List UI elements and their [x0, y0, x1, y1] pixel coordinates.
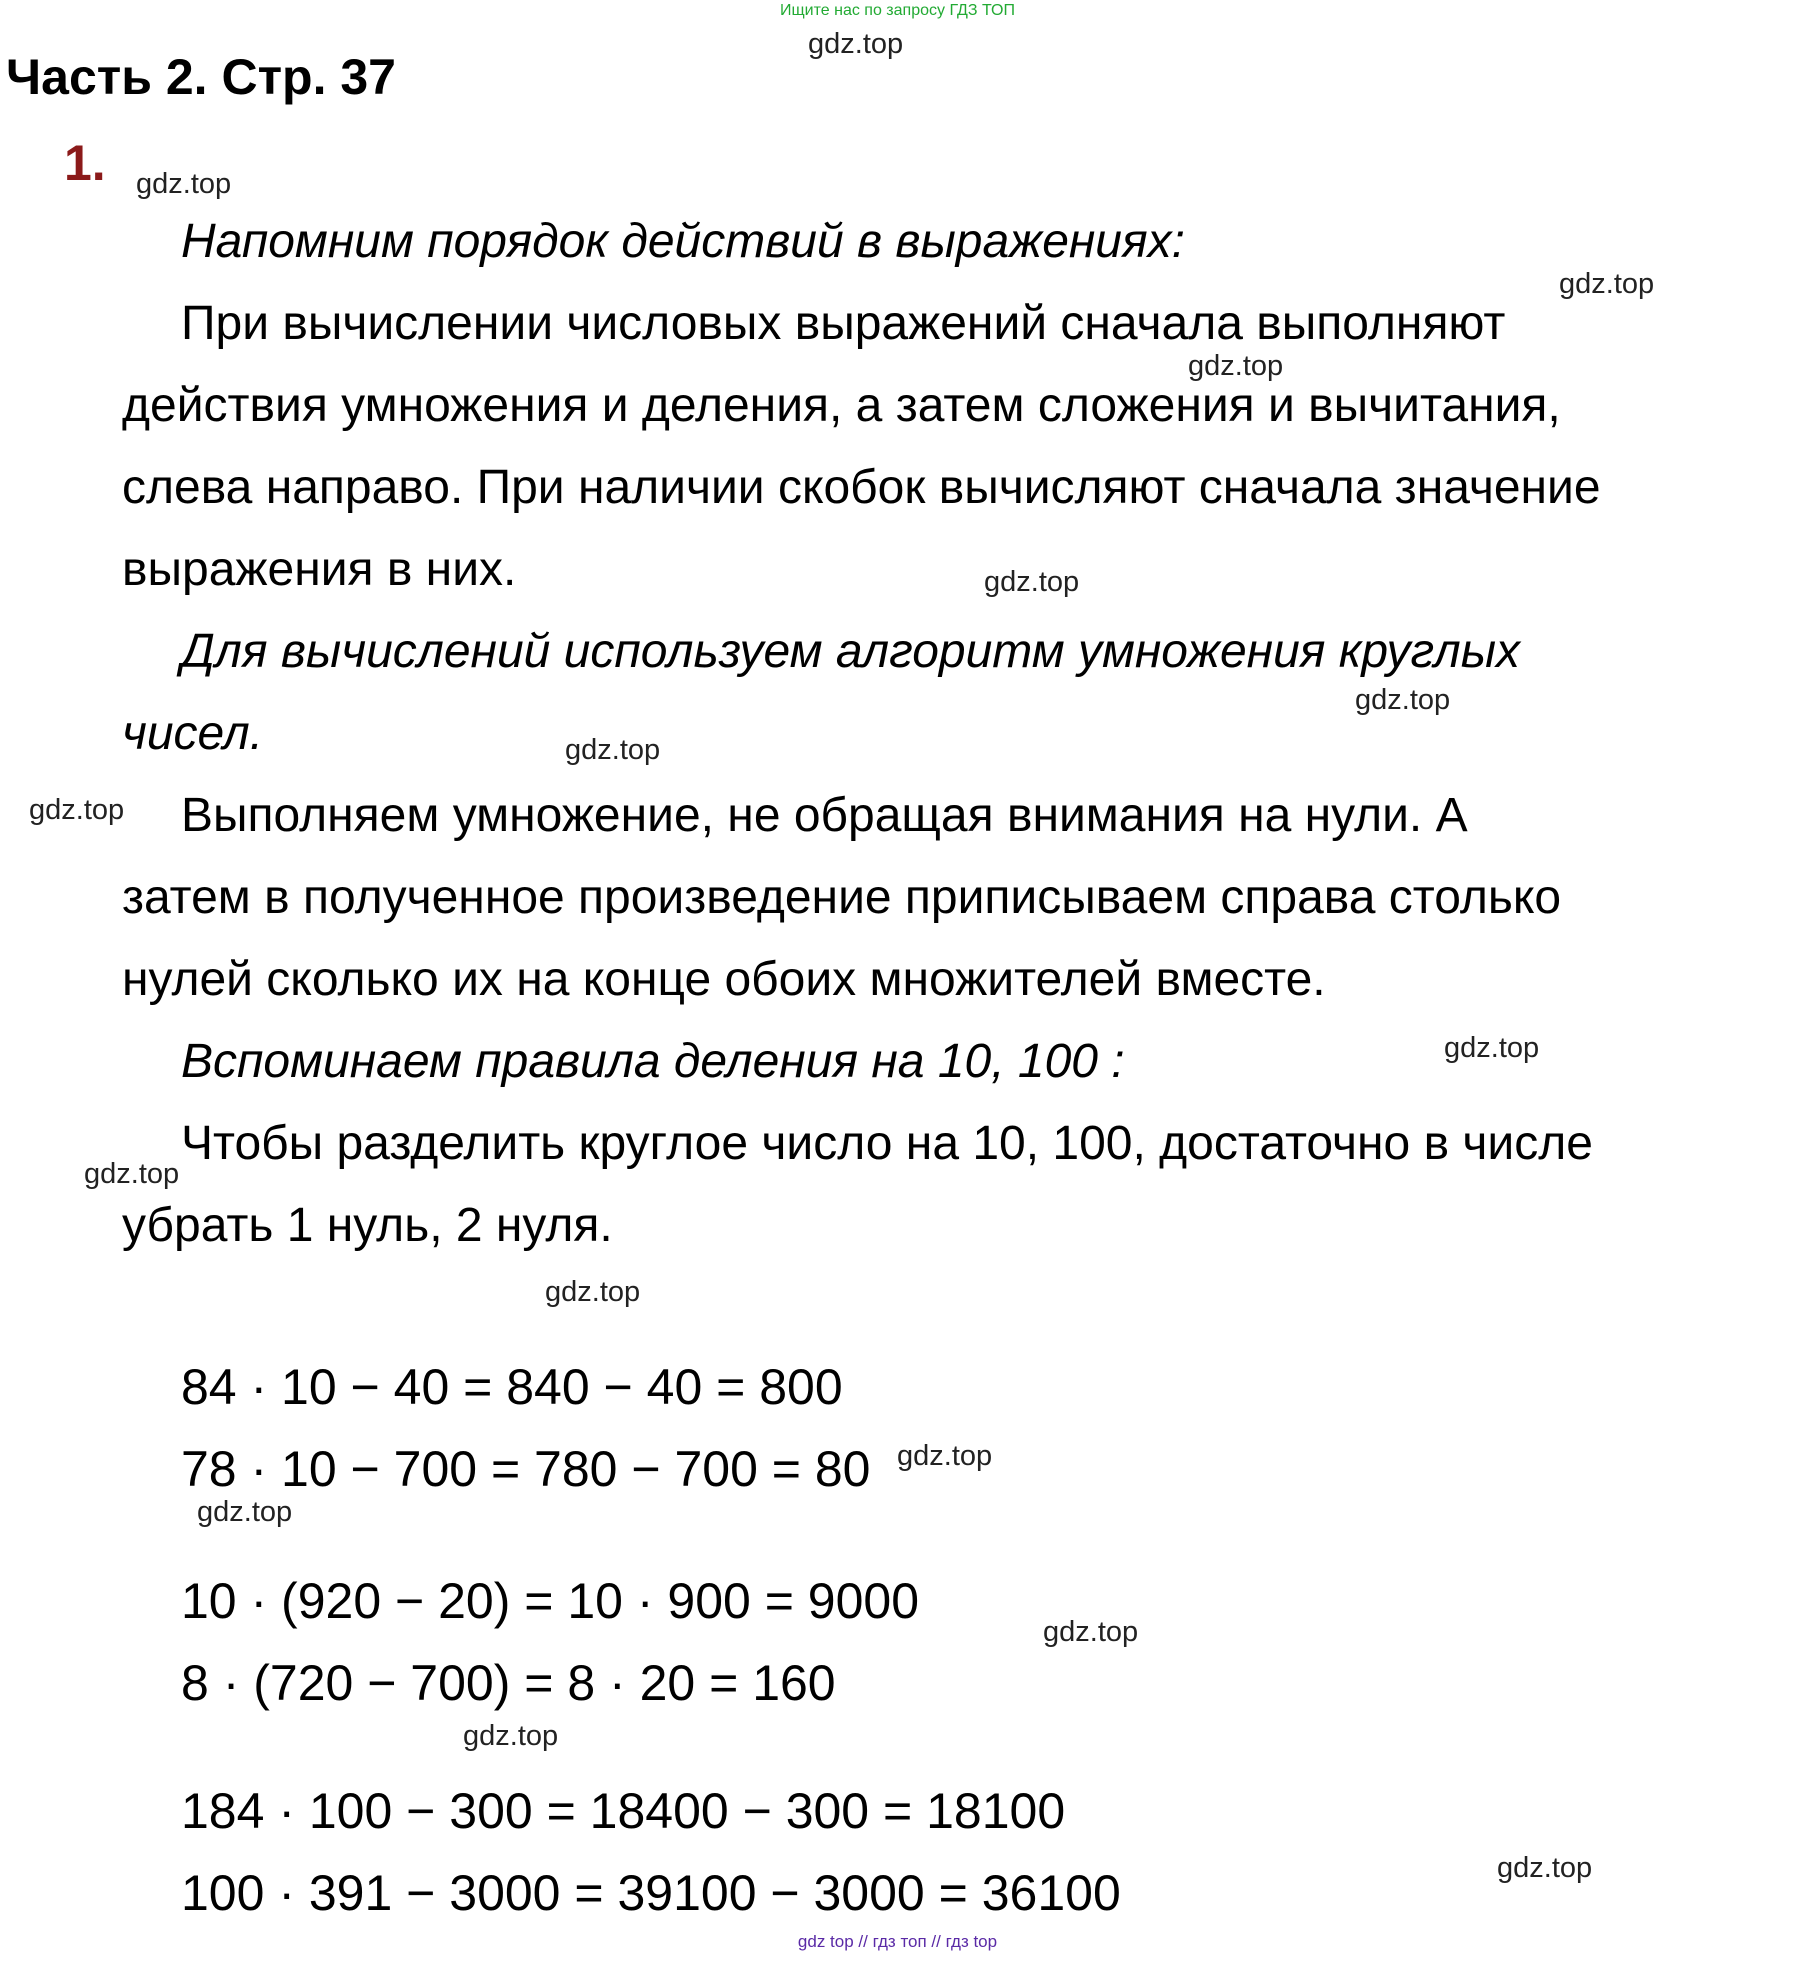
watermark-text: gdz.top: [84, 1158, 180, 1190]
watermark-text: gdz.top: [984, 566, 1080, 598]
equation-4: 8 · (720 − 700) = 8 · 20 = 160: [181, 1655, 836, 1711]
mult-line-1: Выполняем умножение, не обращая внимания на нули. А: [181, 789, 1468, 842]
page-title: Часть 2. Стр. 37: [6, 49, 396, 105]
watermark-text: gdz.top: [808, 28, 904, 60]
equation-5: 184 · 100 − 300 = 18400 − 300 = 18100: [181, 1783, 1066, 1839]
watermark-text: gdz.top: [197, 1496, 293, 1528]
intro-order-heading: Напомним порядок действий в выражениях:: [181, 215, 1185, 268]
mult-line-3: нулей сколько их на конце обоих множителей вместе.: [122, 953, 1326, 1006]
watermark-text: gdz.top: [463, 1720, 559, 1752]
watermark-text: gdz.top: [545, 1276, 641, 1308]
algo-heading-line-2: чисел.: [122, 707, 264, 760]
watermark-text: gdz.top: [136, 168, 232, 200]
rule-line-3: слева направо. При наличии скобок вычисляют сначала значение: [122, 461, 1601, 514]
equation-2: 78 · 10 − 700 = 780 − 700 = 80: [181, 1441, 871, 1497]
task-number: 1.: [64, 135, 106, 191]
watermark-text: gdz.top: [1355, 684, 1451, 716]
rule-line-4: выражения в них.: [122, 543, 517, 596]
top-search-hint: Ищите нас по запросу ГДЗ ТОП: [780, 2, 1015, 19]
watermark-text: gdz.top: [897, 1440, 993, 1472]
equation-3: 10 · (920 − 20) = 10 · 900 = 9000: [181, 1573, 920, 1629]
division-heading: Вспоминаем правила деления на 10, 100 :: [181, 1035, 1125, 1088]
watermark-text: gdz.top: [1444, 1032, 1540, 1064]
footer-links: gdz top // гдз топ // гдз top: [797, 1932, 998, 1951]
division-line-1: Чтобы разделить круглое число на 10, 100, достаточно в числе: [181, 1117, 1593, 1170]
watermark-text: gdz.top: [29, 794, 125, 826]
watermark-text: gdz.top: [1559, 268, 1655, 300]
watermark-text: gdz.top: [1043, 1616, 1139, 1648]
watermark-text: gdz.top: [565, 734, 661, 766]
division-line-2: убрать 1 нуль, 2 нуля.: [122, 1199, 613, 1252]
watermark-text: gdz.top: [1188, 350, 1284, 382]
algo-heading-line-1: Для вычислений используем алгоритм умножения круглых: [181, 625, 1521, 678]
mult-line-2: затем в полученное произведение приписываем справа столько: [122, 871, 1562, 924]
watermark-text: gdz.top: [1497, 1852, 1593, 1884]
equation-6: 100 · 391 − 3000 = 39100 − 3000 = 36100: [181, 1865, 1121, 1921]
rule-line-1: При вычислении числовых выражений сначала выполняют: [181, 297, 1506, 350]
equation-1: 84 · 10 − 40 = 840 − 40 = 800: [181, 1359, 843, 1415]
rule-line-2: действия умножения и деления, а затем сложения и вычитания,: [122, 379, 1561, 432]
